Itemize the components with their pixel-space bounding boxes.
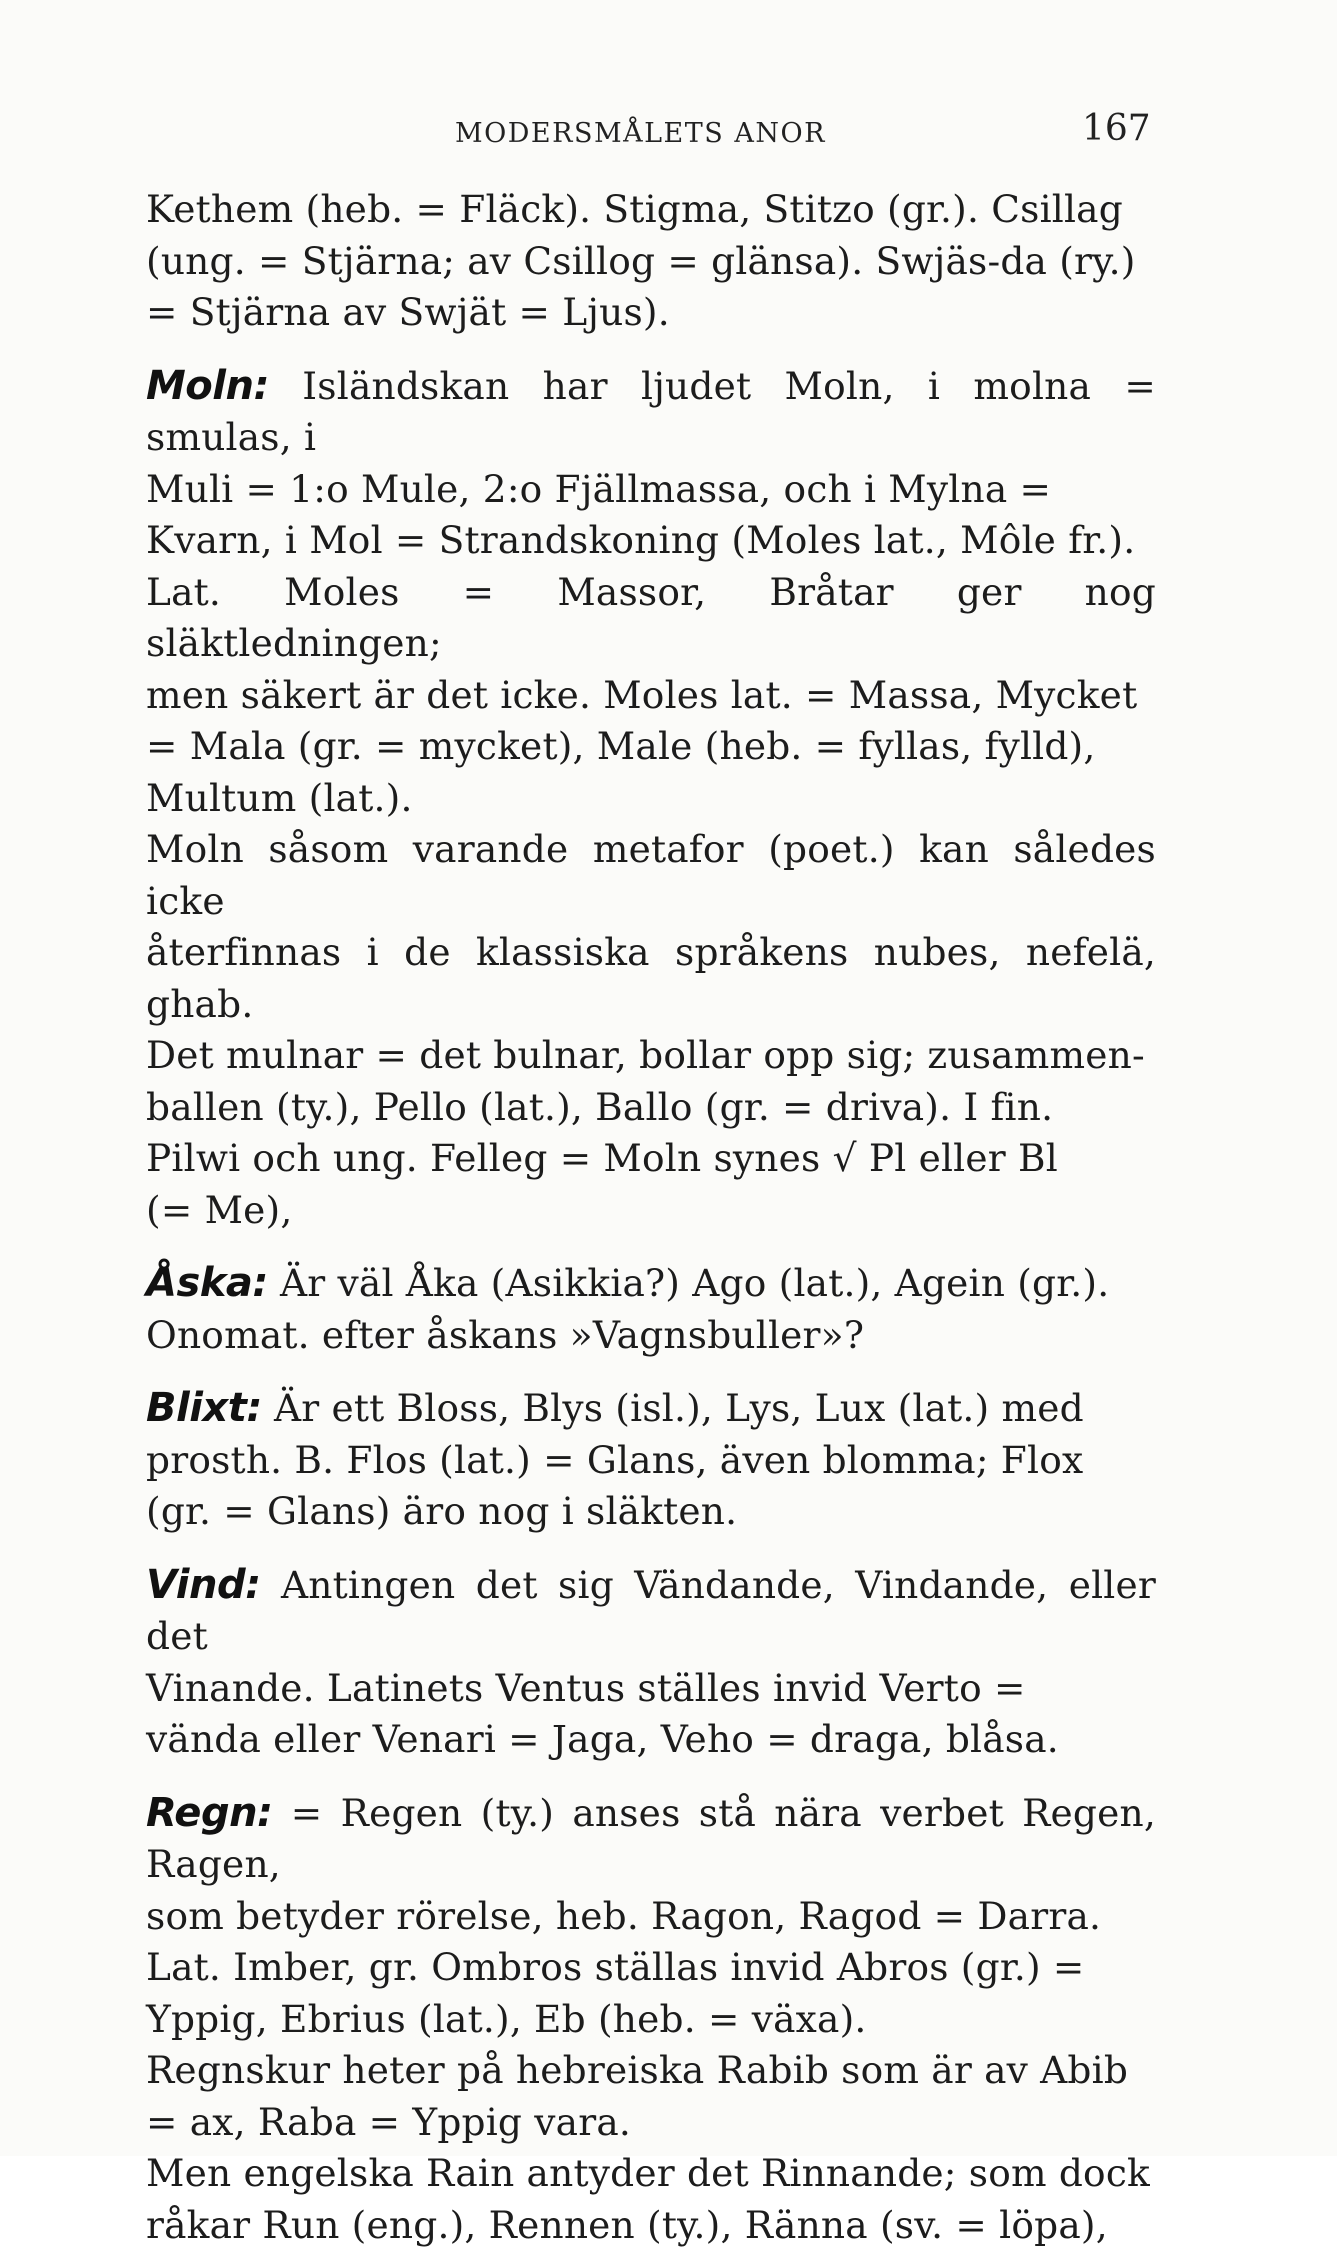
- text-line: Är väl Åka (Asikkia?) Ago (lat.), Agein (gr.).: [280, 1261, 1109, 1305]
- text-line: = Regen (ty.) anses stå nära verbet Regen, Ragen,: [146, 1791, 1156, 1887]
- text-line: vända eller Venari = Jaga, Veho = draga, blåsa.: [146, 1714, 1156, 1766]
- text-line: ballen (ty.), Pello (lat.), Ballo (gr. = driva). I fin.: [146, 1082, 1156, 1134]
- text-line: Är ett Bloss, Blys (isl.), Lys, Lux (lat.) med: [274, 1386, 1084, 1430]
- page-number: 167: [1082, 108, 1151, 149]
- text-line: Isländskan har ljudet Moln, i molna = smulas, i: [146, 364, 1156, 460]
- text-line: Lat. Imber, gr. Ombros ställas invid Abros (gr.) =: [146, 1942, 1156, 1994]
- text-line: Lat. Moles = Massor, Bråtar ger nog släktledningen;: [146, 567, 1156, 670]
- text-line: Antingen det sig Vändande, Vindande, eller det: [146, 1563, 1156, 1659]
- headword: Regn:: [146, 1790, 273, 1836]
- entry-vind: [146, 1560, 1156, 1766]
- headword: Blixt:: [146, 1385, 262, 1431]
- text-line: (ung. = Stjärna; av Csillog = glänsa). Swjäs-da (ry.): [146, 236, 1156, 288]
- text-line: Regnskur heter på hebreiska Rabib som är av Abib: [146, 2045, 1156, 2097]
- text-line: (= Me),: [146, 1185, 1156, 1237]
- text-line: Pilwi och ung. Felleg = Moln synes √ Pl eller Bl: [146, 1133, 1156, 1185]
- entry-aska: [146, 1258, 1156, 1361]
- text-line: återfinnas i de klassiska språkens nubes, nefelä, ghab.: [146, 927, 1156, 1030]
- running-title: MODERSMÅLETS ANOR: [455, 118, 826, 149]
- text-line: råkar Run (eng.), Rennen (ty.), Ränna (sv. = löpa),: [146, 2200, 1156, 2251]
- entry-regn: [146, 1788, 1156, 2251]
- text-line: = Stjärna av Swjät = Ljus).: [146, 287, 1156, 339]
- text-line: = ax, Raba = Yppig vara.: [146, 2097, 1156, 2149]
- text-line: Kvarn, i Mol = Strandskoning (Moles lat., Môle fr.).: [146, 515, 1156, 567]
- headword: Vind:: [146, 1562, 261, 1608]
- text-line: (gr. = Glans) äro nog i släkten.: [146, 1486, 1156, 1538]
- text-line: som betyder rörelse, heb. Ragon, Ragod = Darra.: [146, 1891, 1156, 1943]
- text-line: Det mulnar = det bulnar, bollar opp sig; zusammen-: [146, 1030, 1156, 1082]
- text-line: = Mala (gr. = mycket), Male (heb. = fyllas, fylld),: [146, 721, 1156, 773]
- text-line: Vinande. Latinets Ventus ställes invid Verto =: [146, 1663, 1156, 1715]
- text-line: Moln såsom varande metafor (poet.) kan således icke: [146, 824, 1156, 927]
- headword: Åska:: [146, 1260, 268, 1306]
- entry-moln: [146, 361, 1156, 1237]
- text-line: Kethem (heb. = Fläck). Stigma, Stitzo (gr.). Csillag: [146, 184, 1156, 236]
- body-text: [146, 184, 1156, 2251]
- entry-continuation: [146, 184, 1156, 339]
- text-line: Onomat. efter åskans »Vagnsbuller»?: [146, 1310, 1156, 1362]
- text-line: prosth. B. Flos (lat.) = Glans, även blomma; Flox: [146, 1435, 1156, 1487]
- text-line: Men engelska Rain antyder det Rinnande; som dock: [146, 2148, 1156, 2200]
- text-line: Yppig, Ebrius (lat.), Eb (heb. = växa).: [146, 1994, 1156, 2046]
- text-line: men säkert är det icke. Moles lat. = Massa, Mycket: [146, 670, 1156, 722]
- headword: Moln:: [146, 363, 269, 409]
- text-line: Multum (lat.).: [146, 773, 1156, 825]
- entry-blixt: [146, 1383, 1156, 1538]
- text-line: Muli = 1:o Mule, 2:o Fjällmassa, och i Mylna =: [146, 464, 1156, 516]
